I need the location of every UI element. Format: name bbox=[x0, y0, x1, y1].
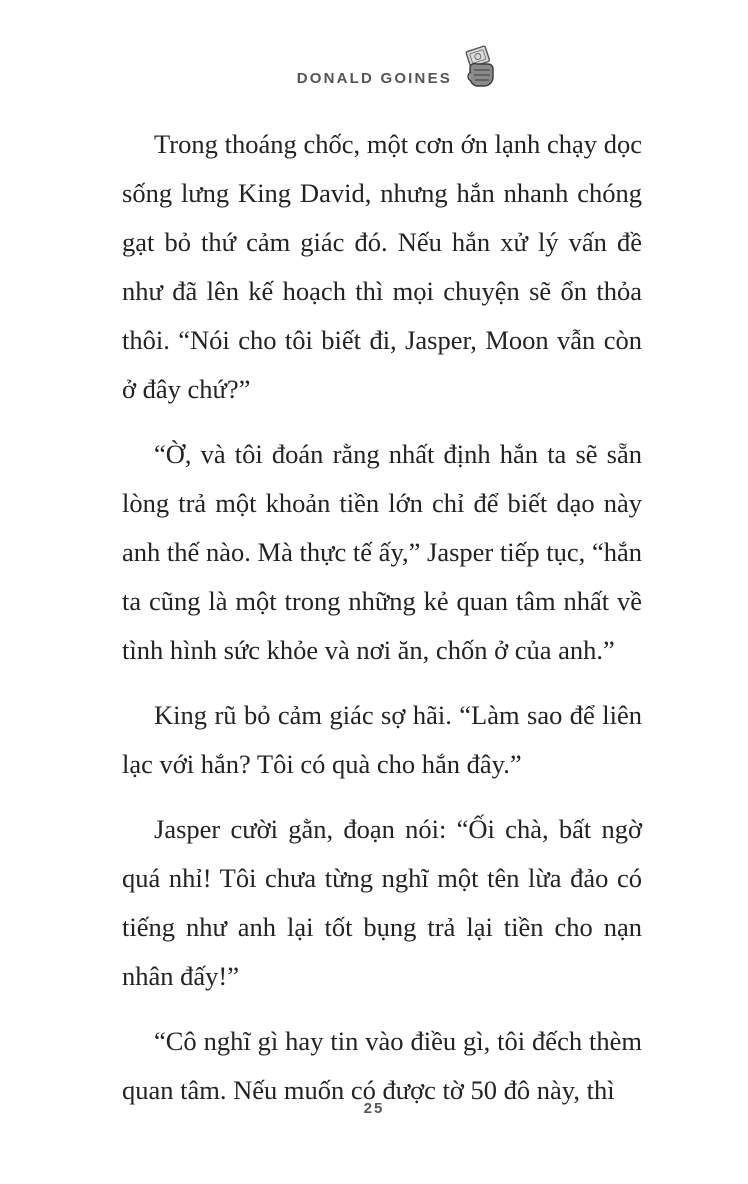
page-number: 25 bbox=[363, 1100, 385, 1117]
paragraph: “Ờ, và tôi đoán rằng nhất định hắn ta sẽ sẵn lòng trả một khoản tiền lớn chỉ để biết dạo này anh thế nào. Mà thực tế ấy,” Jasper tiếp tục, “hắn ta cũng là một trong những kẻ quan tâm nhất về tình hình sức khỏe và nơi ăn, chốn ở của anh.” bbox=[122, 439, 642, 665]
paragraph: “Cô nghĩ gì hay tin vào điều gì, tôi đếch thèm quan tâm. Nếu muốn có được tờ 50 đô này, thì bbox=[122, 1026, 642, 1105]
running-head-author: DONALD GOINES bbox=[296, 70, 452, 87]
paragraph: Trong thoáng chốc, một cơn ớn lạnh chạy dọc sống lưng King David, nhưng hắn nhanh chóng gạt bỏ thứ cảm giác đó. Nếu hắn xử lý vấn đề như đã lên kế hoạch thì mọi chuyện sẽ ổn thỏa thôi. “Nói cho tôi biết đi, Jasper, Moon vẫn còn ở đây chứ?” bbox=[122, 129, 642, 404]
money-in-hand-icon bbox=[460, 44, 500, 92]
paragraph: Jasper cười gằn, đoạn nói: “Ối chà, bất ngờ quá nhỉ! Tôi chưa từng nghĩ một tên lừa đảo có tiếng như anh lại tốt bụng trả lại tiền cho nạn nhân đấy!” bbox=[122, 814, 642, 991]
paragraph: King rũ bỏ cảm giác sợ hãi. “Làm sao để liên lạc với hắn? Tôi có quà cho hắn đây.” bbox=[122, 700, 642, 779]
page-header bbox=[0, 62, 748, 102]
body-text bbox=[122, 120, 642, 1131]
